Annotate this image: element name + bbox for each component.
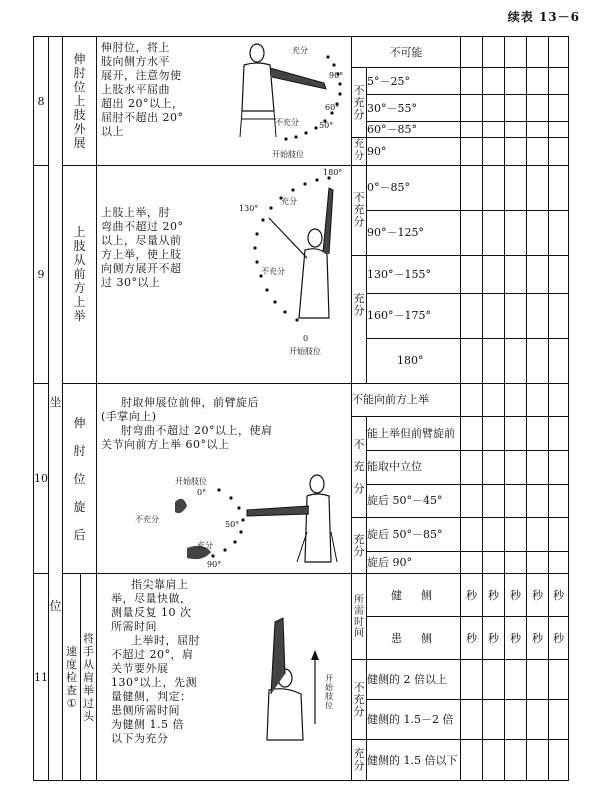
item-name-10: 伸 肘 位 旋 后 bbox=[63, 383, 97, 574]
fig-label: 0 bbox=[303, 334, 309, 343]
fig-label: 开始肢位 bbox=[175, 476, 208, 486]
fig-label: 开始肢位 bbox=[289, 347, 322, 356]
grade-value: 健侧的 2 倍以上 bbox=[367, 659, 461, 699]
grade-level: 不 充 分 bbox=[352, 417, 367, 518]
fig-label: 开始肢位 bbox=[325, 674, 334, 711]
description-11: 指尖靠肩上 举，尽量快做， 测量反复 10 次 所需时间 上举时，屈肘 不超过 20°，肩 关节要外展 130°以上，先测 量健侧，判定： 患侧所需时间 为健侧 1.5 倍 以下为充分 开始肢位 bbox=[97, 574, 352, 781]
figure-shoulder-abduction bbox=[232, 41, 350, 161]
fig-label: 开始肢位 bbox=[272, 150, 305, 159]
posture-char: 坐 bbox=[49, 394, 62, 409]
fig-label: 不充分 bbox=[135, 514, 160, 524]
grade-value: 180° bbox=[367, 338, 461, 383]
grade-value: 旋后 50°－45° bbox=[367, 484, 461, 518]
grade-level: 不 充 分 bbox=[352, 659, 367, 740]
grade-value: 60°－85° bbox=[367, 122, 461, 138]
grade-value: 0°－85° bbox=[367, 166, 461, 211]
fig-label: 180° bbox=[323, 168, 343, 177]
fig-label: 90° bbox=[207, 559, 222, 569]
fig-label: 不充分 bbox=[275, 118, 300, 127]
grade-value: 旋后 90° bbox=[367, 551, 461, 573]
time-unit: 秒 bbox=[483, 574, 505, 617]
fig-label: 0° bbox=[197, 487, 207, 497]
item-name-11a: 速 度 检 查 ① bbox=[63, 574, 81, 781]
description-8: 伸肘位，将上 肢向侧方水平 展开，注意勿使 上肢水平屈曲 超出 20°以上， 屈肘不超出 20° 以上 充分 90° 60° 不充分 50° 开始肢位 bbox=[97, 37, 352, 166]
row-number-8: 8 bbox=[34, 37, 49, 166]
grade-value: 130°－155° bbox=[367, 255, 461, 293]
grade-level: 不 充 分 bbox=[352, 68, 367, 138]
grade-level: 充 分 bbox=[352, 518, 367, 574]
grade-value: 不能向前方上举 bbox=[352, 383, 461, 417]
grade-value: 5°－25° bbox=[367, 68, 461, 95]
grade-value: 90°－125° bbox=[367, 210, 461, 255]
fig-label: 60° bbox=[325, 103, 340, 112]
row-number-11: 11 bbox=[34, 574, 49, 781]
grade-value: 160°－175° bbox=[367, 293, 461, 338]
time-unit: 秒 bbox=[461, 617, 483, 660]
fig-label: 充分 bbox=[197, 540, 214, 550]
fig-label: 50° bbox=[319, 121, 334, 130]
time-unit: 秒 bbox=[549, 574, 569, 617]
time-unit: 秒 bbox=[527, 574, 549, 617]
grade-value: 能取中立位 bbox=[367, 450, 461, 484]
grade-level: 不 充 分 bbox=[352, 166, 367, 256]
row-number-10: 10 bbox=[34, 383, 49, 574]
figure-forward-elevation bbox=[237, 168, 347, 348]
healthy-side-label: 健 侧 bbox=[367, 574, 461, 617]
time-label: 所需时间 bbox=[352, 574, 367, 659]
grade-value: 健侧的 1.5 倍以下 bbox=[367, 740, 461, 781]
fig-label: 充分 bbox=[281, 197, 298, 206]
row-number-9: 9 bbox=[34, 166, 49, 384]
time-unit: 秒 bbox=[483, 617, 505, 660]
grade-level: 充 分 bbox=[352, 740, 367, 781]
time-unit: 秒 bbox=[505, 574, 527, 617]
fig-label: 130° bbox=[239, 204, 259, 213]
grade-value: 不可能 bbox=[352, 37, 461, 68]
description-9: 上肢上举，肘 弯曲不超过 20° 以上，尽量从前 方上举，使上肢 向侧方展开不超 过 30°以上 180° 130° 充分 不充分 0 开始肢位 bbox=[97, 166, 352, 384]
assessment-table bbox=[33, 36, 569, 781]
time-unit: 秒 bbox=[461, 574, 483, 617]
time-unit: 秒 bbox=[527, 617, 549, 660]
fig-label: 不充分 bbox=[261, 267, 286, 276]
figure-supination bbox=[147, 472, 347, 572]
item-name-11b: 将 手 从 肩 举 过 头 bbox=[81, 574, 97, 781]
grade-level: 充分 bbox=[352, 137, 367, 165]
grade-value: 30°－55° bbox=[367, 95, 461, 122]
grade-value: 能上举但前臂旋前 bbox=[367, 417, 461, 451]
fig-label: 90° bbox=[329, 71, 344, 80]
grade-value: 90° bbox=[367, 137, 461, 165]
time-unit: 秒 bbox=[505, 617, 527, 660]
item-name-8: 伸 肘 位 上 肢 外 展 bbox=[63, 37, 97, 166]
table-caption: 续表 13－6 bbox=[507, 10, 580, 24]
description-10: 肘取伸展位前伸，前臂旋后 (手掌向上) 肘弯曲不超过 20°以上，使肩 关节向前方上举 60°以上 开始肢位 0° 不充分 50° 充分 90° bbox=[97, 383, 352, 574]
affected-side-label: 患 侧 bbox=[367, 617, 461, 660]
posture-label bbox=[49, 37, 63, 781]
figure-overhead-reach bbox=[255, 614, 335, 744]
time-unit: 秒 bbox=[549, 617, 569, 660]
posture-char: 位 bbox=[49, 598, 62, 613]
item-name-9: 上 肢 从 前 方 上 举 bbox=[63, 166, 97, 384]
fig-label: 50° bbox=[225, 519, 240, 529]
fig-label: 充分 bbox=[292, 46, 309, 55]
grade-value: 健侧的 1.5－2 倍 bbox=[367, 700, 461, 740]
grade-level: 充 分 bbox=[352, 293, 367, 383]
grade-value: 旋后 50°－85° bbox=[367, 518, 461, 552]
